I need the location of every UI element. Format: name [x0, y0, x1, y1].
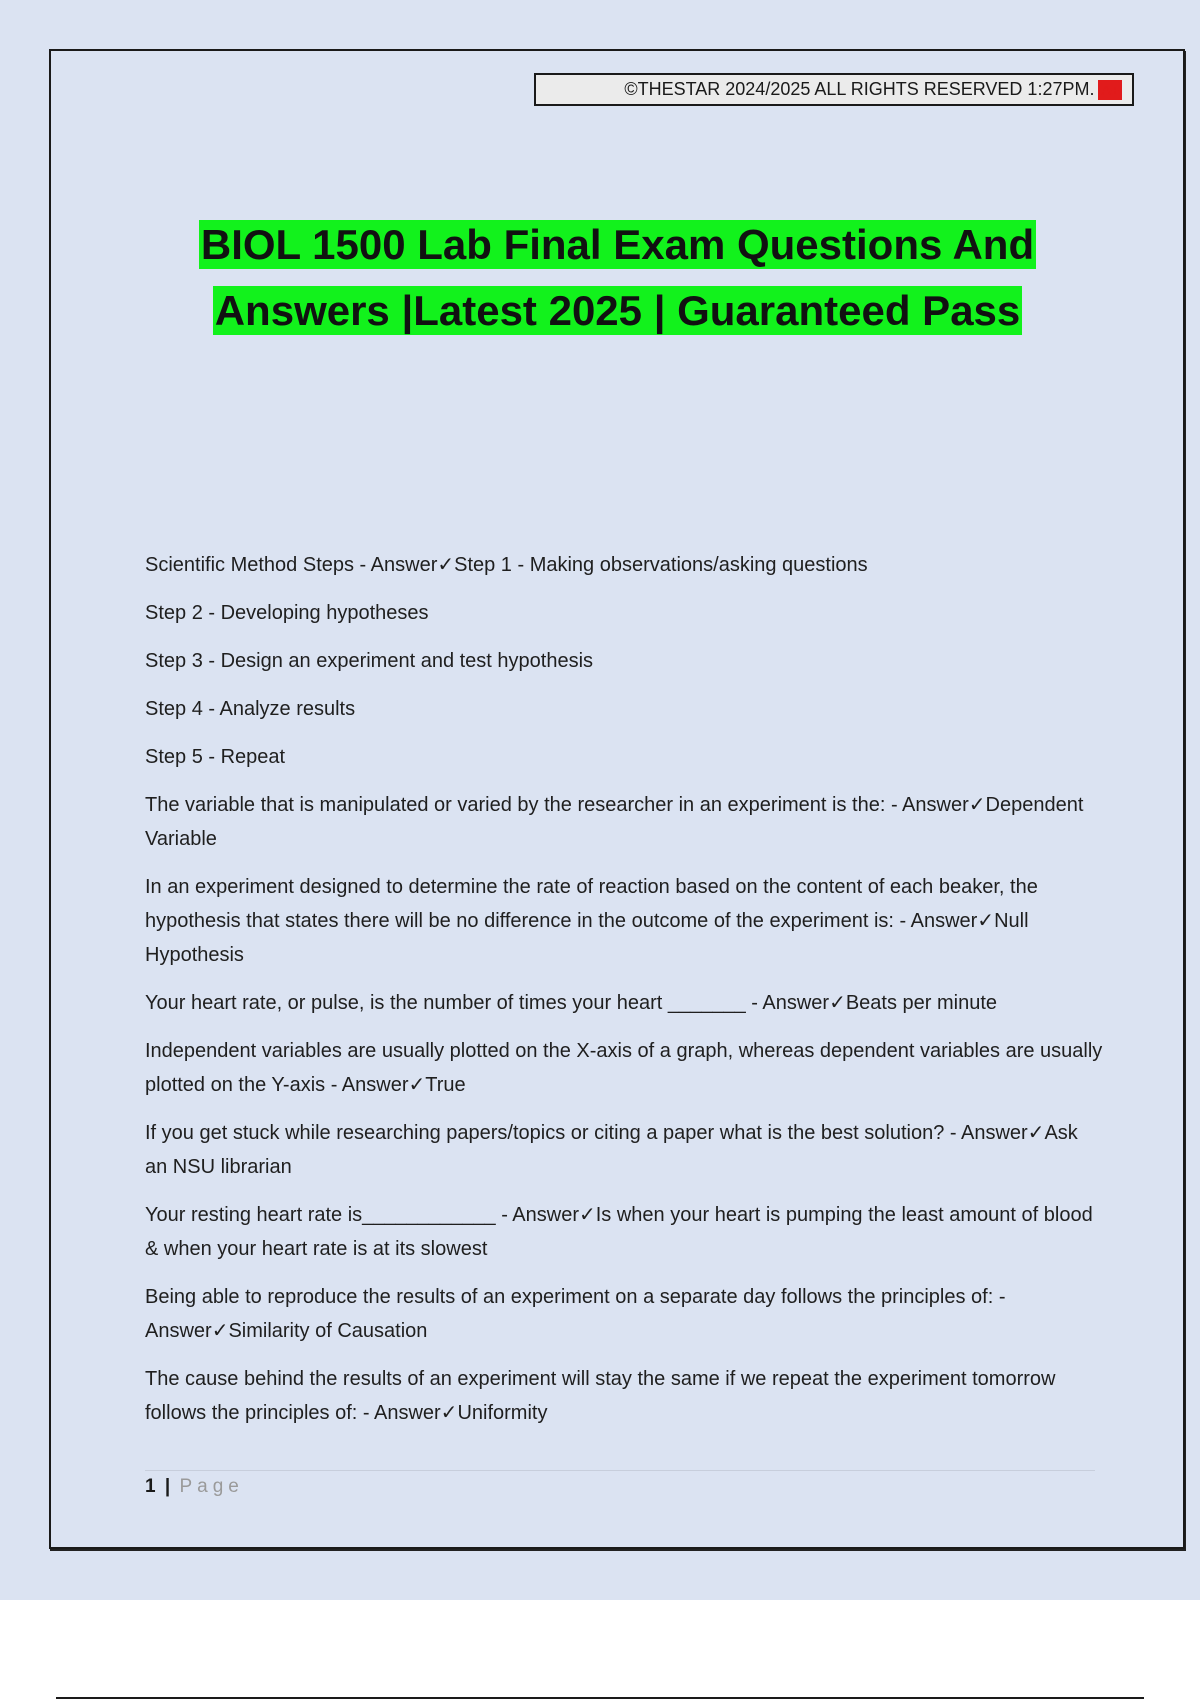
page-separator: |	[164, 1476, 171, 1497]
qa-paragraph: Your heart rate, or pulse, is the number of times your heart _______ - Answer✓Beats per minute	[145, 992, 998, 1014]
document-title-line-1: BIOL 1500 Lab Final Exam Questions And	[200, 221, 1035, 268]
document-title	[60, 212, 1175, 344]
qa-paragraph: If you get stuck while researching papers/topics or citing a paper what is the best solution? - Answer✓Ask an NSU librarian	[145, 1122, 1078, 1178]
qa-paragraph: In an experiment designed to determine the rate of reaction based on the content of each beaker, the hypothesis that states there will be no difference in the outcome of the experiment is: - Answer✓Null Hypothesis	[145, 876, 1038, 966]
qa-paragraph: Step 3 - Design an experiment and test hypothesis	[145, 650, 594, 672]
document-title-line-2: Answers |Latest 2025 | Guaranteed Pass	[214, 287, 1021, 334]
qa-paragraph: Step 5 - Repeat	[145, 746, 286, 768]
qa-paragraph: Step 4 - Analyze results	[145, 698, 356, 720]
qa-paragraph: Being able to reproduce the results of an experiment on a separate day follows the principles of: - Answer✓Similarity of Causation	[145, 1286, 1006, 1342]
page-label: Page	[179, 1476, 244, 1497]
page-footer	[145, 1474, 244, 1500]
copyright-text: ©THESTAR 2024/2025 ALL RIGHTS RESERVED 1:27PM.	[624, 79, 1095, 99]
qa-paragraph: Scientific Method Steps - Answer✓Step 1 - Making observations/asking questions	[145, 554, 868, 576]
qa-paragraph: Independent variables are usually plotted on the X-axis of a graph, whereas dependent variables are usually plotted on the Y-axis - Answer✓True	[145, 1040, 1103, 1096]
copyright-header	[534, 73, 1134, 106]
footer-divider	[145, 1470, 1095, 1471]
grade-badge: A+	[1098, 80, 1122, 100]
qa-paragraph: Step 2 - Developing hypotheses	[145, 602, 429, 624]
qa-content	[145, 548, 1105, 1444]
page-number: 1	[145, 1476, 156, 1497]
next-page-divider	[56, 1697, 1144, 1699]
qa-paragraph: Your resting heart rate is____________ - Answer✓Is when your heart is pumping the least amount of blood & when your heart rate is at its slowest	[145, 1204, 1093, 1260]
qa-paragraph: The variable that is manipulated or varied by the researcher in an experiment is the: - Answer✓Dependent Variable	[145, 794, 1084, 850]
qa-paragraph: The cause behind the results of an experiment will stay the same if we repeat the experiment tomorrow follows the principles of: - Answer✓Uniformity	[145, 1368, 1056, 1424]
